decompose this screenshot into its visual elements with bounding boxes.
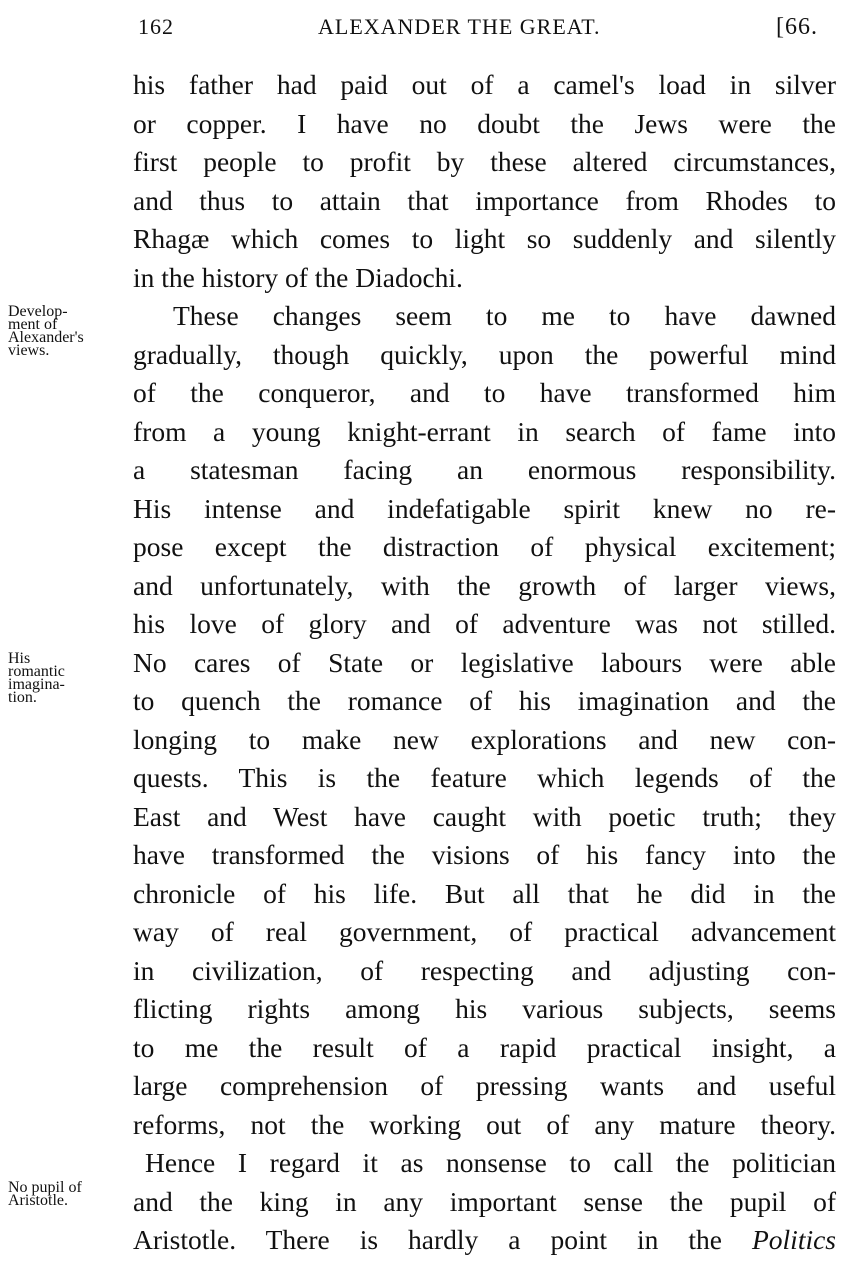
text-line: Hence I regard it as nonsense to call the politician xyxy=(145,1147,836,1178)
text-line: way of real government, of practical advancement xyxy=(133,916,836,947)
margin-note-aristotle xyxy=(8,1181,82,1207)
margin-note-line: Alexander's xyxy=(8,329,84,346)
text-line xyxy=(133,1221,836,1260)
text-line: from a young knight-errant in search of fame into xyxy=(133,415,836,447)
text-line: of the conqueror, and to have transformed him xyxy=(133,377,836,408)
text-line: longing to make new explorations and new con- xyxy=(133,723,836,755)
running-title: ALEXANDER THE GREAT. xyxy=(318,14,601,39)
margin-note-line: His xyxy=(8,650,31,667)
text-line: in the history of the Diadochi. xyxy=(133,261,463,293)
margin-note-line: views. xyxy=(8,342,50,359)
text-line: reforms, not the working out of any mature theory. xyxy=(133,1108,836,1140)
text-line: have transformed the visions of his fancy into the xyxy=(133,839,836,870)
margin-note-line: Aristotle. xyxy=(8,1192,68,1209)
text-line: His intense and indefatigable spirit knew no re- xyxy=(133,492,836,524)
text-line: or copper. I have no doubt the Jews were the xyxy=(133,107,836,139)
text-line: East and West have caught with poetic truth; they xyxy=(133,800,836,832)
margin-note-line: tion. xyxy=(8,689,37,706)
section-number: [66. xyxy=(776,14,818,40)
margin-note-line: Develop- xyxy=(8,303,68,320)
margin-note-development xyxy=(8,305,84,357)
margin-note-line: No pupil of xyxy=(8,1179,82,1196)
text-line: to quench the romance of his imagination and the xyxy=(133,685,836,716)
text-line: his father had paid out of a camel's load in silver xyxy=(133,69,836,100)
text-line: to me the result of a rapid practical insight, a xyxy=(133,1031,836,1063)
text-line: and unfortunately, with the growth of larger views, xyxy=(133,569,836,601)
text-line: gradually, though quickly, upon the powerful mind xyxy=(133,338,836,370)
page-number: 162 xyxy=(138,14,174,39)
text-line: Rhagæ which comes to light so suddenly and silently xyxy=(133,223,836,254)
text-line: and thus to attain that importance from Rhodes to xyxy=(133,184,836,216)
text-line: a statesman facing an enormous responsibility. xyxy=(133,454,836,485)
text-line: in civilization, of respecting and adjusting con- xyxy=(133,954,836,986)
text-line: chronicle of his life. But all that he did in the xyxy=(133,877,836,909)
body-text xyxy=(133,66,836,1260)
text-line: quests. This is the feature which legends of the xyxy=(133,762,836,793)
text-line: his love of glory and of adventure was not stilled. xyxy=(133,608,836,639)
margin-note-line: ment of xyxy=(8,316,58,333)
text-line: first people to profit by these altered circumstances, xyxy=(133,146,836,177)
text-line: pose except the distraction of physical excitement; xyxy=(133,531,836,562)
text-line: These changes seem to me to have dawned xyxy=(173,300,836,331)
text-line: and the king in any important sense the pupil of xyxy=(133,1185,836,1217)
text-segment: Aristotle. There is hardly a point in the xyxy=(133,1224,722,1255)
text-line: No cares of State or legislative labours were able xyxy=(133,646,836,678)
italic-title: Politics xyxy=(751,1224,837,1255)
margin-note-line: romantic xyxy=(8,663,65,680)
margin-note-line: imagina- xyxy=(8,676,65,693)
margin-note-romantic xyxy=(8,652,65,704)
text-line: large comprehension of pressing wants and useful xyxy=(133,1070,836,1101)
text-line: flicting rights among his various subjects, seems xyxy=(133,993,836,1024)
